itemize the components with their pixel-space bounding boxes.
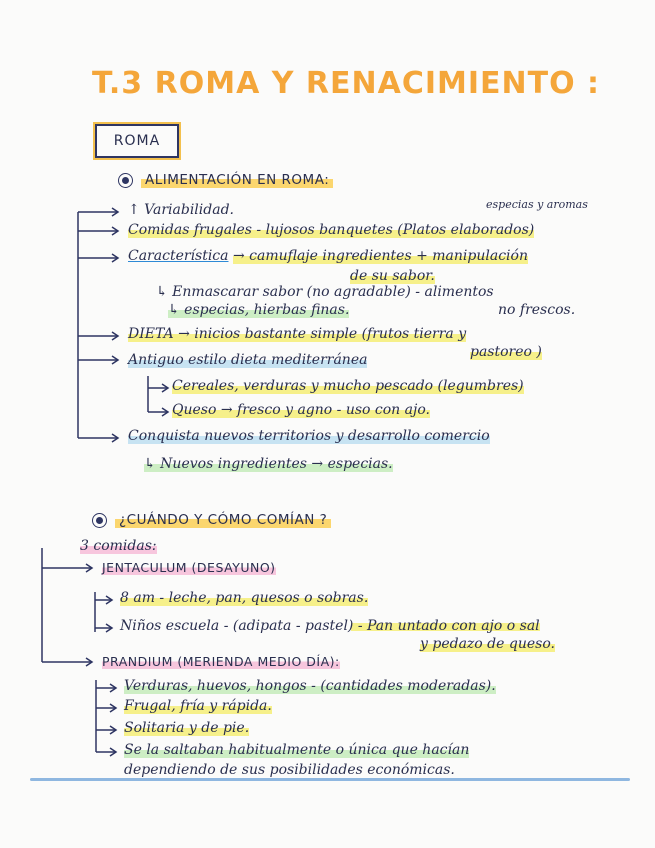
bullet-icon bbox=[92, 513, 107, 528]
page-divider bbox=[30, 778, 630, 781]
note-line-8am-text: 8 am - leche, pan, quesos o sobras. bbox=[120, 590, 369, 606]
note-line-se-la-saltaban-text: Se la saltaban habitualmente o única que hacían bbox=[124, 742, 470, 758]
aside-note: especias y aromas bbox=[486, 198, 588, 211]
note-line-caracteristica-text: → camuflaje ingredientes + manipulación bbox=[232, 248, 528, 264]
note-line-verduras-text: Verduras, huevos, hongos - (cantidades moderadas). bbox=[124, 678, 496, 694]
note-line-dieta-text: DIETA → inicios bastante simple (frutos tierra y bbox=[128, 326, 467, 342]
note-line-pedazo-text: y pedazo de queso. bbox=[420, 636, 555, 652]
note-line-cereales bbox=[172, 378, 524, 394]
note-line-comidas bbox=[128, 222, 534, 238]
note-line-solitaria-text: Solitaria y de pie. bbox=[124, 720, 250, 736]
note-line-sabor-text: de su sabor. bbox=[350, 268, 435, 284]
note-line-conquista-text: Conquista nuevos territorios y desarrollo comercio bbox=[128, 428, 490, 444]
note-line-especias bbox=[168, 302, 349, 318]
note-line-dependiendo: dependiendo de sus posibilidades económicas. bbox=[124, 762, 455, 778]
page-title: T.3 ROMA Y RENACIMIENTO : bbox=[92, 66, 601, 101]
note-line-sabor bbox=[350, 268, 435, 284]
note-line-enmascarar: ↳ Enmascarar sabor (no agradable) - alimentos bbox=[156, 284, 494, 300]
heading-cuando-como-text: ¿CUÁNDO Y CÓMO COMÍAN ? bbox=[115, 512, 331, 528]
subheading-prandium-text: PRANDIUM (MERIENDA MEDIO DÍA): bbox=[102, 654, 340, 669]
note-line-dieta bbox=[128, 326, 466, 342]
note-line-3-comidas bbox=[80, 538, 157, 554]
note-line-caracteristica bbox=[128, 248, 528, 264]
note-line-variabilidad: ↑ Variabilidad. bbox=[128, 202, 234, 218]
note-line-verduras bbox=[124, 678, 496, 694]
note-line-nuevos bbox=[144, 456, 393, 472]
note-line-frugal-text: Frugal, fría y rápida. bbox=[124, 698, 272, 714]
note-line-pedazo bbox=[420, 636, 555, 652]
note-line-ninos bbox=[120, 618, 540, 634]
note-line-frugal bbox=[124, 698, 272, 714]
note-line-se-la-saltaban bbox=[124, 742, 469, 758]
note-line-cereales-text: Cereales, verduras y mucho pescado (legumbres) bbox=[172, 378, 524, 394]
note-line-8am bbox=[120, 590, 368, 606]
note-line-comidas-text: Comidas frugales - lujosos banquetes (Platos elaborados) bbox=[128, 222, 535, 238]
note-line-antiguo-text: Antiguo estilo dieta mediterránea bbox=[128, 352, 368, 368]
note-line-queso bbox=[172, 402, 430, 418]
note-line-especias-text: ↳ especias, hierbas finas. bbox=[168, 302, 350, 318]
note-line-conquista bbox=[128, 428, 490, 444]
note-line-ninos-text: Niños escuela - (adipata - pastel) - Pan untado con ajo o sal bbox=[120, 618, 540, 634]
note-line-no-frescos: no frescos. bbox=[498, 302, 576, 318]
section-box-roma: ROMA bbox=[95, 124, 179, 158]
note-line-antiguo bbox=[128, 352, 367, 368]
note-line-solitaria bbox=[124, 720, 249, 736]
note-line-nuevos-text: ↳ Nuevos ingredientes → especias. bbox=[144, 456, 393, 472]
subheading-jentaculum-text: JENTACULUM (DESAYUNO) bbox=[102, 560, 276, 575]
note-line-caracteristica-label: Característica bbox=[128, 248, 229, 264]
note-line-3-comidas-text: 3 comidas: bbox=[80, 538, 157, 554]
heading-alimentacion-text: ALIMENTACIÓN EN ROMA: bbox=[141, 172, 333, 188]
note-line-queso-text: Queso → fresco y agno - uso con ajo. bbox=[172, 402, 430, 418]
subheading-jentaculum bbox=[102, 560, 276, 575]
subheading-prandium bbox=[102, 654, 340, 669]
note-line-pastoreo-text: pastoreo ) bbox=[470, 344, 542, 360]
note-line-pastoreo bbox=[470, 344, 542, 360]
heading-cuando-como bbox=[92, 512, 331, 528]
